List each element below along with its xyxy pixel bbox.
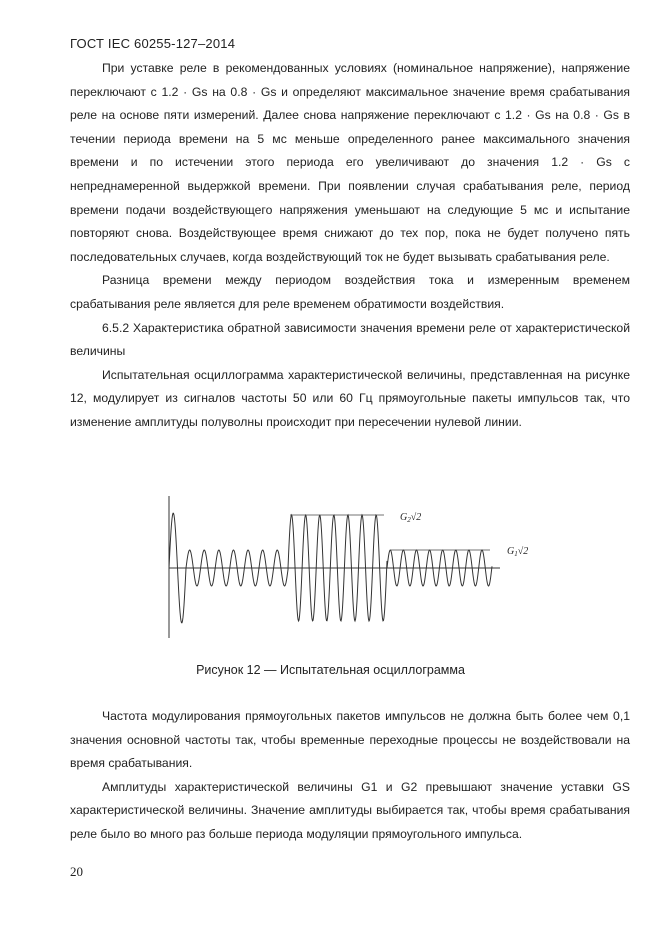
label-g1: $G_1√2$ [507,546,529,558]
paragraph-relay-setting: При уставке реле в рекомендованных условиях (номинальное напряжение), напряжение переключают с 1.2 · Gs на 0.8 · Gs и определяют максимальное значение время срабатывания реле на основе пяти измерений. Далее снова напряжение переключают с 1.2 · Gs на 0.8 · Gs в течении периода времени на 5 мс меньше определенного ранее максимального значения времени и по истечении этого периода его увеличивают до значения 1.2 · Gs с непреднамеренной выдержкой времени. При появлении случая срабатывания реле, период времени подачи воздействующего напряжения уменьшают на следующие 5 мс и испытание повторяют снова. Воздействующее время снижают до тех пор, пока не будет получено пять последовательных случаев, когда воздействующий ток не будет вызывать срабатывания реле. [70,61,630,264]
paragraph-oscillogram: Испытательная осциллограмма характеристической величины, представленная на рисунке 12, модулирует из сигналов частоты 50 или 60 Гц прямоугольные пакеты импульсов так, что изменение амплитуды полуволны происходит при пересечении нулевой линии. [70,367,630,429]
section-heading-6-5-2: 6.5.2 Характеристика обратной зависимости значения времени реле от характеристической величины [70,320,630,359]
paragraph-modulation-frequency: Частота модулирования прямоугольных пакетов импульсов не должна быть более чем 0,1 значения основной частоты так, чтобы временные переходные процессы не воздействовали на время срабатывания. [70,709,630,771]
figure-12 [0,488,661,648]
text-block-top [70,57,630,435]
page-number: 20 [70,864,83,879]
figure-caption: Рисунок 12 — Испытательная осциллограмма [196,663,465,677]
label-g2: $G_2√2$ [400,512,422,524]
document-header: ГОСТ IEC 60255-127–2014 [70,36,236,51]
text-block-bottom [70,705,630,847]
oscillogram-svg [0,488,661,648]
paragraph-time-difference: Разница времени между периодом воздействия тока и измеренным временем срабатывания реле является для реле временем обратимости воздействия. [70,273,630,311]
paragraph-amplitudes: Амплитуды характеристической величины G1 и G2 превышают значение уставки GS характеристической величины. Значение амплитуды выбирается так, чтобы время срабатывания реле было во много раз больше периода модуляции прямоугольного импульса. [70,779,630,841]
